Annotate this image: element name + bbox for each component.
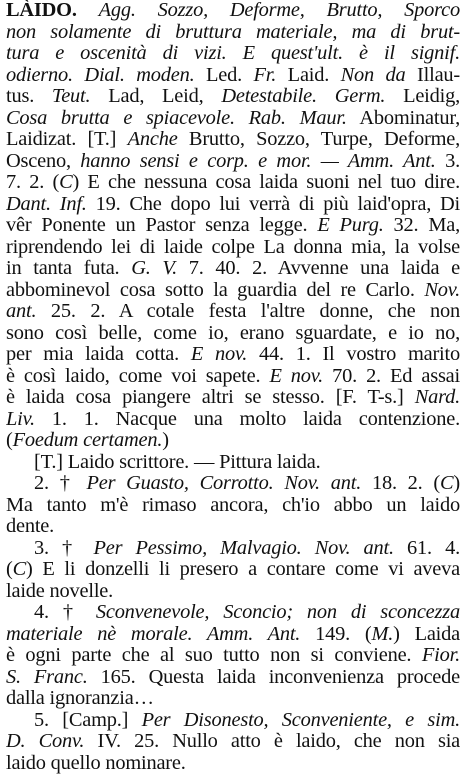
text-line <box>6 0 460 22</box>
text-run: ) E li donzelli li presero a contare come vi aveva <box>26 559 460 580</box>
text-run: laide novelle. <box>6 581 113 602</box>
text-run: Osceno, <box>6 151 80 172</box>
text-run <box>77 0 99 21</box>
text-run: ) Laida <box>393 624 460 645</box>
headword: LÀIDO. <box>6 0 77 21</box>
italic-text: Non da <box>341 65 406 86</box>
text-run: Brutto, Sozzo, Turpe, Deforme, <box>178 129 460 150</box>
italic-text: C <box>440 473 453 494</box>
text-line <box>6 22 460 44</box>
text-line <box>6 129 460 151</box>
text-run: 5. [Camp.] <box>34 710 142 731</box>
text-line <box>6 538 460 560</box>
text-run: Ma tanto m'è rimaso ancora, ch'io abbo un laido <box>6 495 460 516</box>
text-run: Lad, Leid, <box>90 86 221 107</box>
italic-text: Per Pessimo, Malvagio. Nov. ant. <box>94 538 394 559</box>
text-run: dente. <box>6 516 54 537</box>
italic-text: D. Conv. <box>6 731 84 752</box>
text-run: è ogni parte che al suo tutto non si conviene. <box>6 645 422 666</box>
text-run: ) <box>453 473 460 494</box>
text-line <box>6 624 460 646</box>
italic-text: odierno. Dial. moden. <box>6 65 195 86</box>
text-run: Laid. <box>276 65 340 86</box>
italic-text: Cosa brutta e spiacevole. Rab. Maur. <box>6 108 347 129</box>
italic-text: Nard. <box>415 387 460 408</box>
text-line <box>6 731 460 753</box>
text-line <box>6 667 460 689</box>
text-run: dalla ignoranzia… <box>6 688 154 709</box>
text-line <box>6 645 460 667</box>
text-line <box>6 43 460 65</box>
text-line <box>6 237 460 259</box>
text-run: in tanta futa. <box>6 258 131 279</box>
text-run: [T.] Laido scrittore. — Pittura laida. <box>34 452 320 473</box>
italic-text: G. V. <box>131 258 177 279</box>
text-line <box>6 258 460 280</box>
italic-text: ant. <box>6 301 36 322</box>
italic-text: Liv. <box>6 409 35 430</box>
text-run: 3. † <box>34 538 94 559</box>
text-run: 4. † <box>34 602 96 623</box>
text-line <box>6 323 460 345</box>
text-run: 165. Questa laida inconvenienza procede <box>88 667 460 688</box>
text-run: abbominevol cosa sotto la guardia del re Carlo. <box>6 280 424 301</box>
text-run: 7. 2. ( <box>6 172 59 193</box>
text-run: ( <box>6 430 13 451</box>
italic-text: Agg. Sozzo, Deforme, Brutto, Sporco <box>99 0 460 21</box>
italic-text: hanno sensi e corp. e mor. — Amm. Ant. <box>80 151 435 172</box>
text-run: Leidig, <box>385 86 460 107</box>
text-run: 1. 1. Nacque una molto laida contenzione. <box>35 409 460 430</box>
text-line <box>6 559 460 581</box>
text-line <box>6 344 460 366</box>
italic-text: E nov. <box>191 344 247 365</box>
text-run: laido quello nominare. <box>6 753 186 774</box>
italic-text: tura e oscenità di vizi. E quest'ult. è il signif. <box>6 43 460 64</box>
text-line <box>6 194 460 216</box>
text-run: 149. ( <box>300 624 371 645</box>
italic-text: Teut. <box>52 86 90 107</box>
text-run: ( <box>6 559 13 580</box>
italic-text: non solamente di bruttura materiale, ma di brut- <box>6 22 460 43</box>
text-run: 61. 4. <box>394 538 460 559</box>
text-run: Laidizat. [T.] <box>6 129 128 150</box>
italic-text: E Purg. <box>317 215 383 236</box>
text-line <box>6 710 460 732</box>
text-line <box>6 151 460 173</box>
italic-text: Fr. <box>254 65 277 86</box>
italic-text: Nov. <box>424 280 460 301</box>
text-line <box>6 602 460 624</box>
text-run: è laida cosa piangere altri se stesso. [F. T-s.] <box>6 387 415 408</box>
text-run: vêr Ponente un Pastor senza legge. <box>6 215 317 236</box>
text-line <box>6 516 460 538</box>
text-run: ) <box>162 430 169 451</box>
italic-text: Sconvenevole, Sconcio; non di sconcezza <box>96 602 460 623</box>
text-run: Illau- <box>406 65 460 86</box>
italic-text: Per Disonesto, Sconveniente, e sim. <box>142 710 460 731</box>
italic-text: C <box>59 172 72 193</box>
text-line <box>6 108 460 130</box>
text-run: 19. Che dopo lui verrà di più laid'opra, Di <box>87 194 460 215</box>
text-line <box>6 495 460 517</box>
text-run: riprendendo lei di laide colpe La donna mia, la volse <box>6 237 460 258</box>
text-line <box>6 65 460 87</box>
text-line <box>6 215 460 237</box>
entry-text <box>6 0 460 774</box>
text-run: 7. 40. 2. Avvenne una laida e <box>177 258 460 279</box>
text-run: Abominatur, <box>347 108 460 129</box>
text-run: IV. 25. Nullo atto è laido, che non sia <box>84 731 460 752</box>
text-line <box>6 688 460 710</box>
italic-text: Per Guasto, Corrotto. Nov. ant. <box>86 473 361 494</box>
text-run: 18. 2. ( <box>361 473 440 494</box>
text-line <box>6 301 460 323</box>
text-line <box>6 753 460 774</box>
italic-text: Dant. Inf. <box>6 194 87 215</box>
text-line <box>6 409 460 431</box>
text-run: 70. 2. Ed assai <box>323 366 460 387</box>
text-line <box>6 86 460 108</box>
italic-text: E nov. <box>269 366 323 387</box>
text-run: per mia laida cotta. <box>6 344 191 365</box>
italic-text: M. <box>371 624 393 645</box>
text-run: 32. Ma, <box>384 215 460 236</box>
text-run: Led. <box>195 65 254 86</box>
italic-text: Detestabile. Germ. <box>221 86 385 107</box>
text-line <box>6 172 460 194</box>
text-run: sono così belle, come io, erano sguardate, e io no, <box>6 323 460 344</box>
italic-text: Fior. <box>422 645 460 666</box>
text-line <box>6 473 460 495</box>
italic-text: Anche <box>128 129 178 150</box>
text-line <box>6 366 460 388</box>
italic-text: materiale nè morale. Amm. Ant. <box>6 624 300 645</box>
text-run: ) E che nessuna cosa laida suoni nel tuo dire. <box>72 172 460 193</box>
italic-text: S. Franc. <box>6 667 88 688</box>
text-run: 44. 1. Il vostro marito <box>247 344 460 365</box>
text-line <box>6 387 460 409</box>
text-line <box>6 430 460 452</box>
text-run: 2. † <box>34 473 86 494</box>
text-run: 25. 2. A cotale festa l'altre donne, che non <box>36 301 460 322</box>
italic-text: C <box>13 559 26 580</box>
text-run: è così laido, come voi sapete. <box>6 366 269 387</box>
text-run: tus. <box>6 86 52 107</box>
italic-text: Foedum certamen. <box>13 430 163 451</box>
text-line <box>6 452 460 474</box>
text-line <box>6 280 460 302</box>
text-line <box>6 581 460 603</box>
text-run: 3. <box>436 151 460 172</box>
